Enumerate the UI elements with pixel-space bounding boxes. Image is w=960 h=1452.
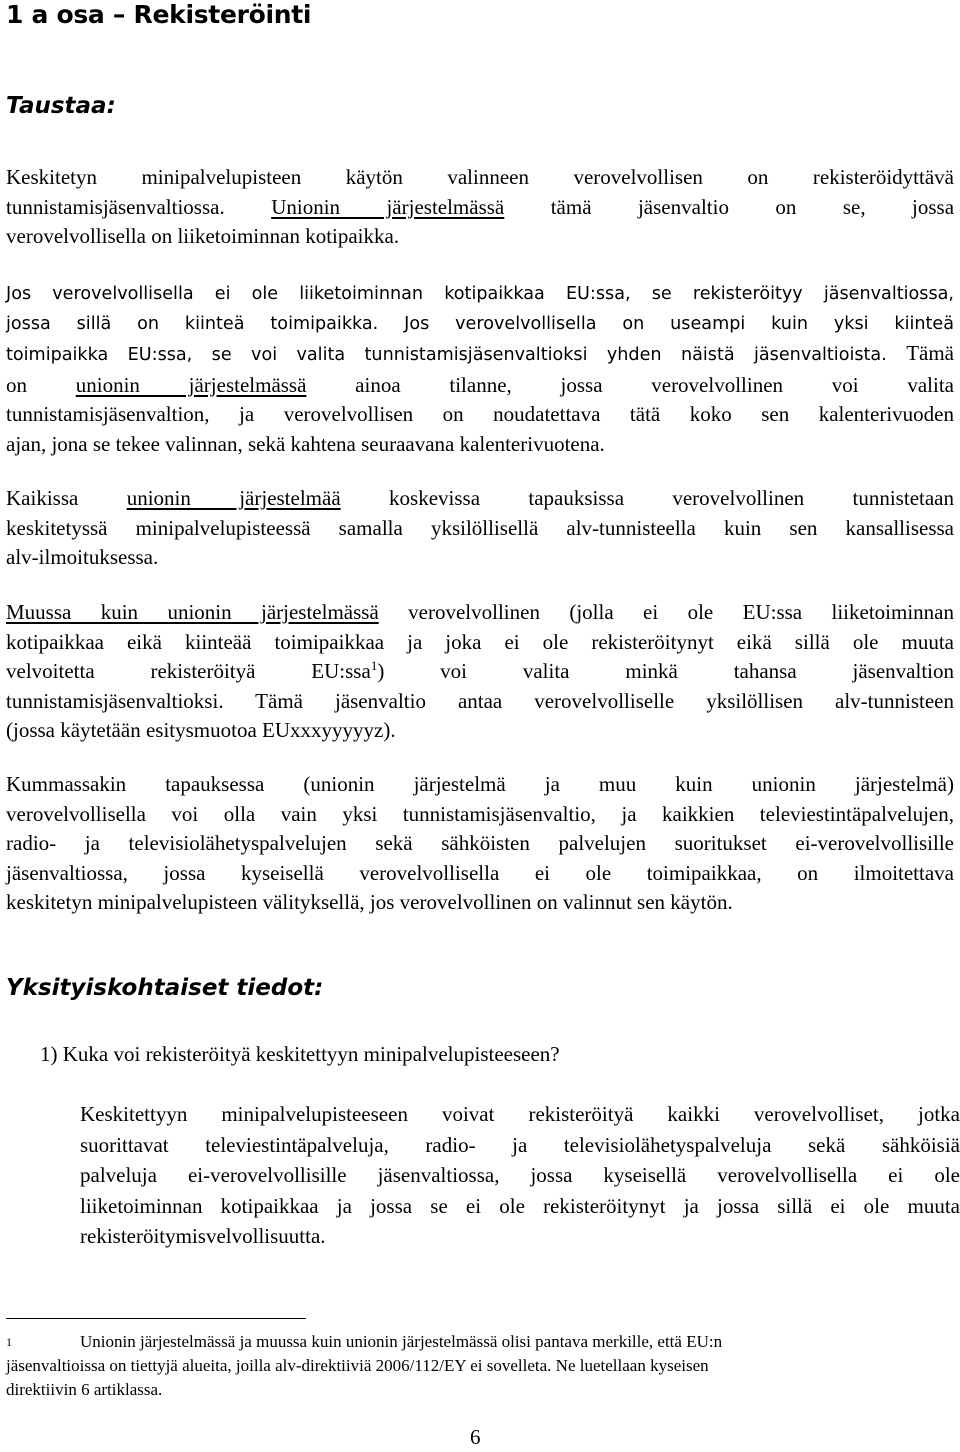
text-line: verovelvollisella on liiketoiminnan kotipaikka. bbox=[6, 224, 400, 248]
text-line: liiketoiminnan kotipaikkaa ja jossa se ei ole rekisteröitynyt ja jossa sillä ei ole muuta bbox=[80, 1193, 960, 1218]
background-heading: Taustaa: bbox=[6, 93, 116, 119]
paragraph-4 bbox=[6, 598, 954, 746]
underlined-term: unionin järjestelmää bbox=[126, 486, 341, 510]
underlined-term: Unionin järjestelmässä bbox=[271, 194, 505, 219]
paragraph-3 bbox=[6, 484, 954, 573]
text-line: keskitetyn minipalvelupisteen välityksellä, jos verovelvollinen on valinnut sen käytön. bbox=[6, 890, 733, 914]
text-line: tunnistamisjäsenvaltioksi. Tämä jäsenvaltio antaa verovelvolliselle yksilöllisen alv-tunnisteen bbox=[6, 688, 954, 713]
text-line: Kaikissa unionin järjestelmää koskevissa tapauksissa verovelvollinen tunnistetaan bbox=[6, 486, 954, 510]
question-1: 1) Kuka voi rekisteröityä keskitettyyn minipalvelupisteeseen? bbox=[40, 1042, 560, 1066]
text-line: alv-ilmoituksessa. bbox=[6, 545, 159, 569]
text-line: Kummassakin tapauksessa (unionin järjestelmä ja muu kuin unionin järjestelmä) bbox=[6, 772, 954, 796]
text-line: tunnistamisjäsenvaltiossa. Unionin järjestelmässä tämä jäsenvaltio on se, jossa bbox=[6, 194, 955, 219]
footnote-line: jäsenvaltioissa on tiettyjä alueita, joilla alv-direktiiviä 2006/112/EY ei sovelleta. Ne luetellaan kyseisen bbox=[6, 1356, 709, 1375]
text-line: Muussa kuin unionin järjestelmässä verovelvollinen (jolla ei ole EU:ssa liiketoiminnan bbox=[6, 600, 954, 624]
text-line: rekisteröitymisvelvollisuutta. bbox=[80, 1224, 326, 1248]
text-line: Keskitetyn minipalvelupisteen käytön valinneen verovelvollisen on rekisteröidyttävä bbox=[6, 165, 954, 189]
text-line: (jossa käytetään esitysmuotoa EUxxxyyyyyz). bbox=[6, 718, 396, 742]
underlined-term: unionin järjestelmässä bbox=[75, 372, 307, 397]
text-line: palveluja ei-verovelvollisille jäsenvaltiossa, jossa kyseisellä verovelvollisella ei ole bbox=[80, 1163, 960, 1187]
footnote-line: 1 Unionin järjestelmässä ja muussa kuin unionin järjestelmässä olisi pantava merkille, että EU:n bbox=[6, 1330, 886, 1354]
paragraph-5 bbox=[6, 770, 954, 918]
text-line: jossa sillä on kiinteä toimipaikka. Jos verovelvollisella on useampi kuin yksi kiinteä bbox=[6, 313, 954, 334]
text-line: suorittavat televiestintäpalveluja, radio- ja televisiolähetyspalveluja sekä sähköisiä bbox=[80, 1132, 960, 1157]
underlined-term: Muussa kuin unionin järjestelmässä bbox=[6, 600, 379, 624]
page-title: 1 a osa – Rekisteröinti bbox=[6, 0, 312, 29]
text-line: velvoitetta rekisteröityä EU:ssa$^1$) voi valita minkä tahansa jäsenvaltion bbox=[6, 658, 955, 683]
paragraph-2 bbox=[6, 280, 954, 459]
answer-1 bbox=[80, 1099, 960, 1252]
text-line: radio- ja televisiolähetyspalvelujen sekä sähköisten palvelujen suoritukset ei-verovelvollisille bbox=[6, 831, 954, 855]
text-line: toimipaikka EU:ssa, se voi valita tunnistamisjäsenvaltioksi yhden näistä jäsenvaltioista. Tämä bbox=[6, 341, 954, 365]
footnote-ref[interactable]: 1 bbox=[370, 658, 378, 673]
text-line: tunnistamisjäsenvaltion, ja verovelvollisen on noudatettava tätä koko sen kalenterivuoden bbox=[6, 402, 954, 426]
text-line: Keskitettyyn minipalvelupisteeseen voivat rekisteröityä kaikki verovelvolliset, jotka bbox=[80, 1102, 960, 1126]
text-line: verovelvollisella voi olla vain yksi tunnistamisjäsenvaltio, ja kaikkien televiestintäpalvelujen, bbox=[6, 801, 954, 826]
page-number: 6 bbox=[470, 1425, 481, 1449]
footnote-divider bbox=[6, 1318, 306, 1319]
footnote-line: direktiivin 6 artiklassa. bbox=[6, 1380, 163, 1399]
text-line: ajan, jona se tekee valinnan, sekä kahtena seuraavana kalenterivuotena. bbox=[6, 431, 605, 456]
footnote-number: 1 bbox=[6, 1335, 12, 1349]
text-line: keskitetyssä minipalvelupisteessä samalla yksilöllisellä alv-tunnisteella kuin sen kansallisessa bbox=[6, 515, 954, 540]
details-heading: Yksityiskohtaiset tiedot: bbox=[6, 975, 324, 1001]
text-line: jäsenvaltiossa, jossa kyseisellä verovelvollisella ei ole toimipaikkaa, on ilmoitettava bbox=[6, 860, 954, 885]
text-line: Jos verovelvollisella ei ole liiketoiminnan kotipaikkaa EU:ssa, se rekisteröityy jäsenvaltiossa, bbox=[6, 284, 954, 304]
paragraph-1 bbox=[6, 163, 954, 252]
text-line: kotipaikkaa eikä kiinteää toimipaikkaa ja joka ei ole rekisteröitynyt eikä sillä ole muuta bbox=[6, 629, 954, 654]
text-line: on unionin järjestelmässä ainoa tilanne, jossa verovelvollinen voi valita bbox=[6, 372, 954, 397]
footnote bbox=[6, 1330, 886, 1402]
